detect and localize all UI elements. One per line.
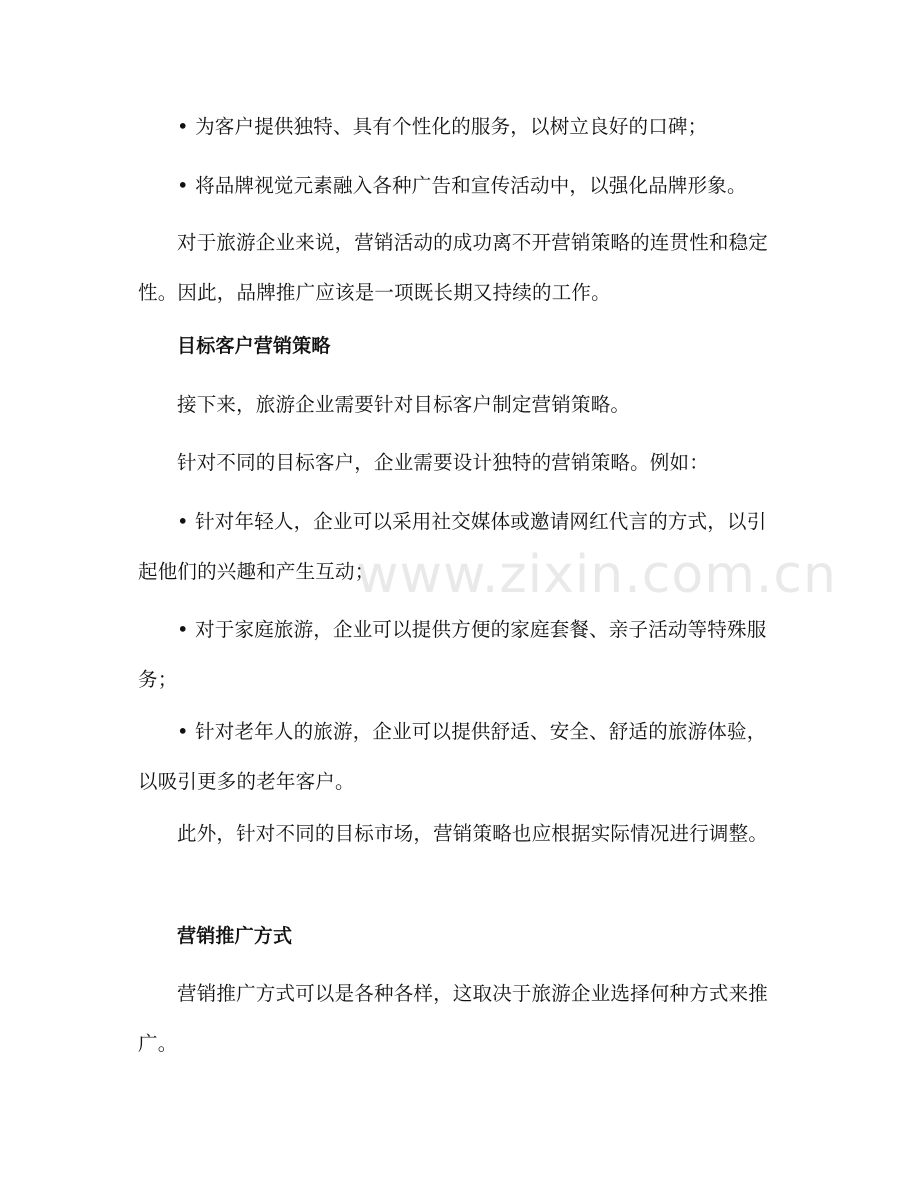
heading-promotion-methods: 营销推广方式	[177, 925, 293, 947]
bullet-young-people: • 针对年轻人，企业可以采用社交媒体或邀请网红代言的方式，以引起他们的兴趣和产生互动；	[138, 510, 767, 583]
paragraph-consistency: 对于旅游企业来说，营销活动的成功离不开营销策略的连贯性和稳定性。因此，品牌推广应该是一项既长期又持续的工作。	[138, 231, 769, 304]
paragraph-promotion-methods: 营销推广方式可以是各种各样，这取决于旅游企业选择何种方式来推广。	[138, 982, 769, 1055]
bullet-family-travel: • 对于家庭旅游，企业可以提供方便的家庭套餐、亲子活动等特殊服务；	[138, 618, 767, 691]
bullet-brand-visual: • 将品牌视觉元素融入各种广告和宣传活动中，以强化品牌形象。	[177, 174, 747, 197]
watermark-text: www.zixin.com.cn	[356, 545, 837, 605]
bullet-personalized-service: • 为客户提供独特、具有个性化的服务，以树立良好的口碑；	[177, 115, 708, 138]
paragraph-adjust-strategy: 此外，针对不同的目标市场，营销策略也应根据实际情况进行调整。	[177, 822, 769, 845]
bullet-elderly-travel: • 针对老年人的旅游，企业可以提供舒适、安全、舒适的旅游体验，以吸引更多的老年客户。	[138, 720, 767, 793]
heading-target-customer-strategy: 目标客户营销策略	[177, 335, 331, 357]
paragraph-different-customers: 针对不同的目标客户，企业需要设计独特的营销策略。例如：	[177, 451, 709, 474]
paragraph-next-step: 接下来，旅游企业需要针对目标客户制定营销策略。	[177, 393, 631, 416]
